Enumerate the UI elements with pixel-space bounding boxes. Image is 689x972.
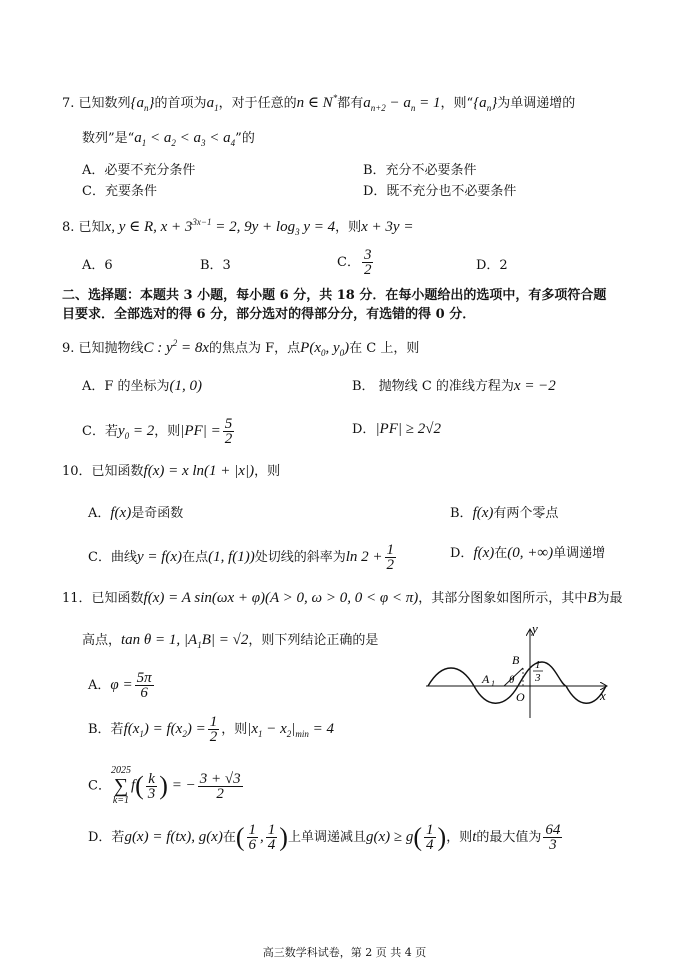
q9-option-d: D．|PF| ≥ 2√2 bbox=[352, 421, 441, 437]
fraction-64-3: $\frac{64}{3}$ bbox=[545, 822, 561, 853]
formula-pf-ineq: |PF| ≥ 2√2 bbox=[375, 421, 441, 437]
formula-b: B bbox=[587, 590, 597, 606]
formula-recurrence: $a_{n+2} - a_n = 1$ bbox=[363, 95, 441, 113]
fraction-one-quarter-b: $\frac{1}{4}$ bbox=[426, 822, 434, 853]
label-x: x bbox=[600, 688, 606, 703]
formula-n-in-N: n ∈ N* bbox=[296, 93, 338, 111]
formula-y0: $y_0 = 2$ bbox=[117, 423, 155, 441]
q8-option-a: A．6 bbox=[82, 258, 113, 273]
q11-option-a: A．φ = $\frac{5\pi}{6}$ bbox=[88, 670, 152, 701]
label-o: O bbox=[516, 690, 525, 704]
formula-q10-func: f(x) = x ln(1 + |x|) bbox=[143, 463, 255, 479]
question-7-line1: 7. 已知数列$\{a_n\}$的首项为$a_1$，对于任意的n ∈ N*都有$a_{n+2} - a_n = 1$，则“$\{a_n\}$为单调递增的 bbox=[62, 93, 576, 113]
formula-parabola: C : $y^2 = 8x$ bbox=[143, 338, 209, 356]
fraction-one-half: $\frac{1}{2}$ bbox=[386, 542, 395, 573]
q8-option-c: C． $\frac{3}{2}$ bbox=[337, 247, 372, 278]
formula-phi: φ = bbox=[110, 677, 133, 693]
formula-sum: 2025 ∑ k=1 bbox=[110, 765, 131, 806]
formula-fx-d: f(x) bbox=[473, 545, 495, 561]
label-theta: θ bbox=[509, 674, 515, 686]
label-y: y bbox=[532, 622, 538, 636]
formula-tan: tan θ = 1, $|A_1B| = √2$ bbox=[121, 632, 249, 650]
sine-graph bbox=[420, 622, 610, 722]
fraction-three-halves: $\frac{3}{2}$ bbox=[363, 247, 372, 278]
q10-option-d: D．f(x)在(0, +∞)单调递增 bbox=[450, 545, 606, 561]
q8-option-b: B．3 bbox=[200, 258, 231, 273]
q10-option-a: A．f(x)是奇函数 bbox=[88, 505, 184, 521]
q7-option-b: B．充分不必要条件 bbox=[363, 163, 477, 178]
q11-option-b: B．若$f(x_1) = f(x_2)$ = $\frac{1}{2}$ ，则$|x_1 - x_2|_{min} = 4$ bbox=[88, 714, 335, 745]
label-a1-subscript: 1 bbox=[491, 679, 495, 688]
q10-option-c: C．曲线y = f(x)在点(1, f(1))处切线的斜率为ln 2 + $\frac{1}{2}$ bbox=[88, 542, 395, 573]
question-8-stem: 8. 已知x, y ∈ R, $x + 3^{3x-1} = 2$, $9y + \log_3 y = 4$，则x + 3y = bbox=[62, 217, 414, 237]
label-b: B bbox=[512, 653, 520, 667]
formula-interval: (0, +∞) bbox=[507, 545, 554, 561]
fraction-five-halves: $\frac{5}{2}$ bbox=[224, 416, 233, 447]
fraction-5pi-6: $\frac{5\pi}{6}$ bbox=[136, 670, 152, 701]
formula-fx-a: f(x) bbox=[110, 505, 132, 521]
label-one: 1 bbox=[535, 659, 541, 671]
section-2-heading-line1: 二、选择题：本题共 3 小题，每小题 6 分，共 18 分．在每小题给出的选项中，有多项符合题 bbox=[62, 288, 607, 303]
formula-focus: (1, 0) bbox=[169, 378, 203, 394]
q11-option-d: D．若g(x) = f(tx), g(x)在( $\frac{1}{6}$ , $\frac{1}{4}$ )上单调递减且g(x) ≥ g( $\frac{1}{4}$ )，则t的最大值为 $\frac{64}{3}$ bbox=[88, 822, 561, 853]
fraction-one-sixth: $\frac{1}{6}$ bbox=[248, 822, 257, 853]
question-11-line1: 11．已知函数f(x) = A sin(ωx + φ)(A > 0, ω > 0, 0 < φ < π)，其部分图象如图所示，其中B为最 bbox=[62, 590, 623, 606]
q8-option-d: D．2 bbox=[476, 258, 508, 273]
formula-fx1-fx2: $f(x_1) = f(x_2)$ = bbox=[123, 721, 206, 739]
fraction-sum-result: $\frac{3 + √3}{2}$ bbox=[199, 770, 241, 802]
question-9-stem: 9. 已知抛物线C : $y^2 = 8x$的焦点为 F，点$P(x_0$, $y_0$)在 C 上，则 bbox=[62, 338, 420, 358]
formula-t: t bbox=[472, 829, 477, 845]
q9-option-c: C．若$y_0 = 2$，则|PF| = $\frac{5}{2}$ bbox=[82, 416, 233, 447]
label-three: 3 bbox=[535, 672, 541, 684]
formula-slope: ln 2 + bbox=[345, 549, 383, 565]
fraction-one-half-b: $\frac{1}{2}$ bbox=[209, 714, 218, 745]
formula-sequence: $\{a_n\}$ bbox=[130, 95, 155, 113]
q7-option-c: C．充要条件 bbox=[82, 184, 157, 199]
formula-a1: $a_1$ bbox=[206, 95, 219, 113]
formula-gx: g(x) = f(tx), g(x) bbox=[124, 829, 223, 845]
question-7-line2: 数列”是“$a_1 < a_2 < a_3 < a_4$”的 bbox=[82, 130, 255, 148]
formula-sequence-2: $\{a_n\}$ bbox=[473, 95, 498, 113]
formula-fx-b: f(x) bbox=[472, 505, 494, 521]
formula-q8-condition: x, y ∈ R, $x + 3^{3x-1} = 2$, $9y + \log_3 y = 4$ bbox=[104, 217, 336, 237]
label-a1: A bbox=[482, 672, 490, 686]
q9-option-a: A．F 的坐标为(1, 0) bbox=[82, 378, 203, 394]
fraction-k-3: $\frac{k}{3}$ bbox=[147, 770, 156, 802]
formula-q11-func: f(x) = A sin(ωx + φ)(A > 0, ω > 0, 0 < φ < π) bbox=[143, 590, 419, 606]
q7-option-d: D．既不充分也不必要条件 bbox=[363, 184, 517, 199]
formula-min-dist: $|x_1 - x_2|_{min} = 4$ bbox=[247, 721, 335, 739]
formula-point-p: $P(x_0$, $y_0$) bbox=[300, 340, 350, 358]
formula-point: (1, f(1)) bbox=[208, 549, 255, 565]
formula-gx-ineq: g(x) ≥ g bbox=[365, 829, 414, 845]
question-10-stem: 10．已知函数f(x) = x ln(1 + |x|)，则 bbox=[62, 463, 281, 479]
page-footer: 高三数学科试卷，第 2 页 共 4 页 bbox=[262, 946, 427, 959]
q11-option-c: C． 2025 ∑ k=1 f( $\frac{k}{3}$ ) = − $\frac{3 + √3}{2}$ bbox=[88, 765, 241, 806]
formula-q8-target: x + 3y = bbox=[361, 219, 414, 235]
formula-chain: $a_1 < a_2 < a_3 < a_4$ bbox=[134, 130, 236, 148]
formula-directrix: x = −2 bbox=[513, 378, 556, 394]
formula-pf: |PF| = bbox=[180, 423, 221, 439]
q10-option-b: B．f(x)有两个零点 bbox=[450, 505, 559, 521]
fraction-one-quarter: $\frac{1}{4}$ bbox=[267, 822, 276, 853]
question-11-line2: 高点，tan θ = 1, $|A_1B| = √2$，则下列结论正确的是 bbox=[82, 632, 379, 650]
section-2-heading-line2: 目要求．全部选对的得 6 分，部分选对的得部分分，有选错的得 0 分． bbox=[62, 307, 476, 322]
q7-option-a: A．必要不充分条件 bbox=[82, 163, 196, 178]
formula-curve: y = f(x) bbox=[136, 549, 183, 565]
formula-fk3: f bbox=[130, 777, 136, 794]
q9-option-b: B． 抛物线 C 的准线方程为x = −2 bbox=[352, 378, 556, 394]
